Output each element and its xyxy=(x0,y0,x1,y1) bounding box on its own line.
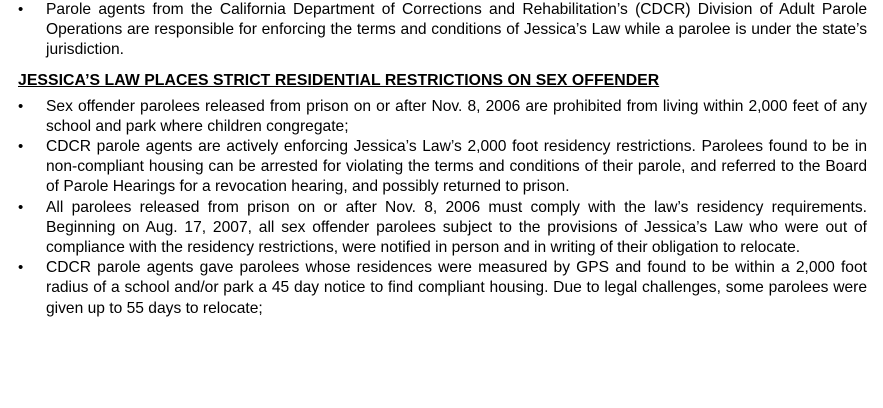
bullet-dot: • xyxy=(18,259,24,277)
bullet-text: CDCR parole agents gave parolees whose residences were measured by GPS and found to be within a 2,000 foot radius of a school and/or park a 45 day notice to find compliant housing. Due to legal challenges, some parolees were given up to 55 days to relocate; xyxy=(46,259,867,317)
bullet-text: Parole agents from the California Department of Corrections and Rehabilitation’s (CDCR) Division of Adult Parole Operations are responsible for enforcing the terms and conditions of Jessica’s Law while a parolee is under the state’s jurisdiction. xyxy=(46,1,867,59)
list-item xyxy=(18,137,867,198)
bullet-dot: • xyxy=(18,1,24,18)
list-item xyxy=(18,258,867,319)
bullet-text: Sex offender parolees released from prison on or after Nov. 8, 2006 are prohibited from living within 2,000 feet of any school and park where children congregate; xyxy=(46,97,867,135)
intro-bullet-list xyxy=(18,0,867,61)
bullet-text: All parolees released from prison on or after Nov. 8, 2006 must comply with the law’s residency requirements. Beginning on Aug. 17, 2007, all sex offender parolees subject to the provisions of Jessica’s Law who were out of compliance with the residency restrictions, were notified in person and in writing of their obligation to relocate. xyxy=(46,198,867,257)
residency-bullet-list xyxy=(18,97,867,319)
bullet-dot: • xyxy=(18,198,24,216)
bullet-dot: • xyxy=(18,138,24,156)
list-item xyxy=(18,97,867,137)
section-heading: JESSICA’S LAW PLACES STRICT RESIDENTIAL RESTRICTIONS ON SEX OFFENDER xyxy=(18,71,660,89)
list-item xyxy=(18,198,867,259)
bullet-text: CDCR parole agents are actively enforcing Jessica’s Law’s 2,000 foot residency restrictions. Parolees found to be in non-compliant housing can be arrested for violating the terms and conditions of their parole, and referred to the Board of Parole Hearings for a revocation hearing, and possibly returned to prison. xyxy=(46,138,867,196)
list-item xyxy=(18,0,867,61)
bullet-dot: • xyxy=(18,97,24,115)
